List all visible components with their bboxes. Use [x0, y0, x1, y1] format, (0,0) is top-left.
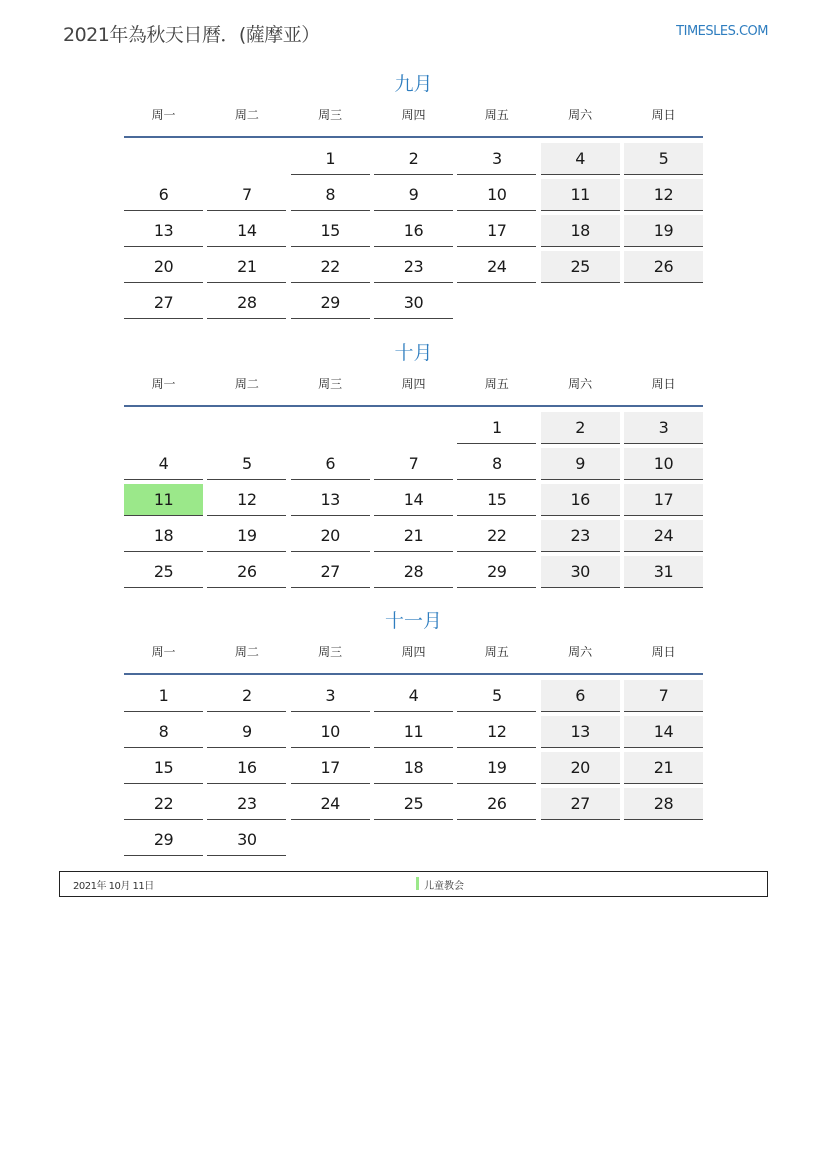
footer-event-label: 儿童教会 [424, 881, 464, 892]
footer-date: 2021年 10月 11日 [73, 881, 154, 892]
month-title: 十一月 [384, 610, 442, 632]
day-cell[interactable]: 9 [541, 448, 620, 480]
day-cell[interactable]: 17 [624, 484, 703, 516]
day-cell[interactable]: 23 [541, 520, 620, 552]
weekday-header [124, 367, 703, 407]
day-cell[interactable]: 27 [541, 788, 620, 820]
day-cell[interactable]: 20 [541, 752, 620, 784]
day-cell[interactable]: 13 [541, 716, 620, 748]
day-cell[interactable]: 21 [374, 520, 453, 552]
day-cell[interactable]: 9 [374, 179, 453, 211]
day-cell[interactable]: 8 [291, 179, 370, 211]
empty-cell [207, 412, 286, 444]
day-cell[interactable]: 13 [291, 484, 370, 516]
weekday-label: 周三 [318, 645, 343, 659]
day-cell[interactable]: 28 [624, 788, 703, 820]
day-cell[interactable]: 19 [624, 215, 703, 247]
day-cell[interactable]: 13 [124, 215, 203, 247]
day-grid [124, 412, 703, 588]
day-cell[interactable]: 19 [457, 752, 536, 784]
day-cell[interactable]: 22 [124, 788, 203, 820]
day-cell[interactable]: 16 [207, 752, 286, 784]
day-cell[interactable]: 21 [624, 752, 703, 784]
day-cell[interactable]: 11 [374, 716, 453, 748]
empty-cell [457, 287, 536, 319]
day-cell[interactable]: 26 [207, 556, 286, 588]
weekday-label: 周六 [568, 645, 593, 659]
empty-cell [457, 824, 536, 856]
day-cell[interactable]: 3 [457, 143, 536, 175]
day-cell[interactable]: 7 [207, 179, 286, 211]
day-cell[interactable]: 24 [457, 251, 536, 283]
day-cell[interactable]: 24 [624, 520, 703, 552]
empty-cell [291, 412, 370, 444]
day-cell[interactable]: 14 [374, 484, 453, 516]
day-cell[interactable]: 29 [457, 556, 536, 588]
weekday-label: 周六 [568, 108, 593, 122]
day-cell[interactable]: 1 [124, 680, 203, 712]
day-cell[interactable]: 6 [124, 179, 203, 211]
day-cell[interactable]: 28 [374, 556, 453, 588]
day-cell[interactable]: 22 [291, 251, 370, 283]
day-cell[interactable]: 1 [457, 412, 536, 444]
day-cell[interactable]: 18 [541, 215, 620, 247]
day-cell[interactable]: 27 [291, 556, 370, 588]
day-cell[interactable]: 6 [541, 680, 620, 712]
month-title: 十月 [394, 342, 433, 364]
weekday-header [124, 635, 703, 675]
day-cell[interactable]: 23 [374, 251, 453, 283]
day-cell[interactable]: 10 [291, 716, 370, 748]
page-title: 2021年為秋天日曆．(薩摩亚） [63, 24, 320, 46]
day-cell[interactable]: 24 [291, 788, 370, 820]
empty-cell [374, 412, 453, 444]
weekday-label: 周三 [318, 108, 343, 122]
day-cell[interactable]: 11 [124, 484, 203, 516]
event-marker [416, 877, 419, 890]
day-cell[interactable]: 29 [291, 287, 370, 319]
day-cell[interactable]: 30 [374, 287, 453, 319]
weekday-label: 周日 [651, 645, 676, 659]
day-cell[interactable]: 6 [291, 448, 370, 480]
day-cell[interactable]: 8 [124, 716, 203, 748]
weekday-label: 周五 [484, 645, 509, 659]
day-cell[interactable]: 15 [457, 484, 536, 516]
weekday-label: 周二 [234, 645, 259, 659]
empty-cell [541, 824, 620, 856]
day-cell[interactable]: 25 [374, 788, 453, 820]
day-cell[interactable]: 3 [624, 412, 703, 444]
weekday-label: 周一 [151, 377, 176, 391]
day-cell[interactable]: 3 [291, 680, 370, 712]
day-cell[interactable]: 20 [291, 520, 370, 552]
day-cell[interactable]: 14 [624, 716, 703, 748]
day-cell[interactable]: 16 [541, 484, 620, 516]
month-october [124, 339, 703, 588]
weekday-label: 周日 [651, 108, 676, 122]
weekday-header [124, 98, 703, 138]
day-cell[interactable]: 23 [207, 788, 286, 820]
day-cell[interactable]: 26 [624, 251, 703, 283]
weekday-label: 周日 [651, 377, 676, 391]
day-cell[interactable]: 11 [541, 179, 620, 211]
day-cell[interactable]: 19 [207, 520, 286, 552]
site-link[interactable]: TIMESLES.COM [676, 24, 768, 39]
day-cell[interactable]: 12 [624, 179, 703, 211]
empty-cell [624, 824, 703, 856]
weekday-label: 周四 [401, 377, 426, 391]
weekday-label: 周三 [318, 377, 343, 391]
day-cell[interactable]: 18 [374, 752, 453, 784]
day-cell[interactable]: 15 [124, 752, 203, 784]
day-cell[interactable]: 10 [457, 179, 536, 211]
day-cell[interactable]: 27 [124, 287, 203, 319]
empty-cell [124, 143, 203, 175]
day-cell[interactable]: 2 [207, 680, 286, 712]
weekday-label: 周五 [484, 377, 509, 391]
day-cell[interactable]: 15 [291, 215, 370, 247]
footer-bar [59, 871, 768, 897]
day-cell[interactable]: 10 [624, 448, 703, 480]
empty-cell [374, 824, 453, 856]
day-cell[interactable]: 17 [291, 752, 370, 784]
day-cell[interactable]: 12 [457, 716, 536, 748]
weekday-label: 周二 [234, 108, 259, 122]
day-cell[interactable]: 18 [124, 520, 203, 552]
month-november [124, 607, 703, 856]
day-cell[interactable]: 21 [207, 251, 286, 283]
empty-cell [207, 143, 286, 175]
day-cell[interactable]: 30 [207, 824, 286, 856]
day-cell[interactable]: 16 [374, 215, 453, 247]
day-cell[interactable]: 7 [374, 448, 453, 480]
month-september [124, 70, 703, 319]
day-cell[interactable]: 2 [541, 412, 620, 444]
day-cell[interactable]: 31 [624, 556, 703, 588]
weekday-label: 周四 [401, 108, 426, 122]
day-cell[interactable]: 4 [541, 143, 620, 175]
day-cell[interactable]: 2 [374, 143, 453, 175]
weekday-label: 周六 [568, 377, 593, 391]
day-cell[interactable]: 1 [291, 143, 370, 175]
weekday-label: 周二 [234, 377, 259, 391]
day-cell[interactable]: 9 [207, 716, 286, 748]
empty-cell [624, 287, 703, 319]
weekday-label: 周五 [484, 108, 509, 122]
day-cell[interactable]: 20 [124, 251, 203, 283]
day-cell[interactable]: 5 [457, 680, 536, 712]
weekday-label: 周一 [151, 645, 176, 659]
day-cell[interactable]: 5 [624, 143, 703, 175]
day-cell[interactable]: 5 [207, 448, 286, 480]
day-cell[interactable]: 26 [457, 788, 536, 820]
weekday-label: 周一 [151, 108, 176, 122]
empty-cell [291, 824, 370, 856]
day-cell[interactable]: 25 [124, 556, 203, 588]
empty-cell [124, 412, 203, 444]
weekday-label: 周四 [401, 645, 426, 659]
day-cell[interactable]: 4 [374, 680, 453, 712]
month-title: 九月 [394, 73, 433, 95]
day-cell[interactable]: 17 [457, 215, 536, 247]
day-cell[interactable]: 22 [457, 520, 536, 552]
footer-event [424, 877, 464, 892]
day-cell[interactable]: 29 [124, 824, 203, 856]
day-cell[interactable]: 14 [207, 215, 286, 247]
day-cell[interactable]: 7 [624, 680, 703, 712]
day-cell[interactable]: 12 [207, 484, 286, 516]
empty-cell [541, 287, 620, 319]
day-grid [124, 143, 703, 319]
day-cell[interactable]: 8 [457, 448, 536, 480]
day-grid [124, 680, 703, 856]
day-cell[interactable]: 4 [124, 448, 203, 480]
day-cell[interactable]: 30 [541, 556, 620, 588]
day-cell[interactable]: 28 [207, 287, 286, 319]
day-cell[interactable]: 25 [541, 251, 620, 283]
